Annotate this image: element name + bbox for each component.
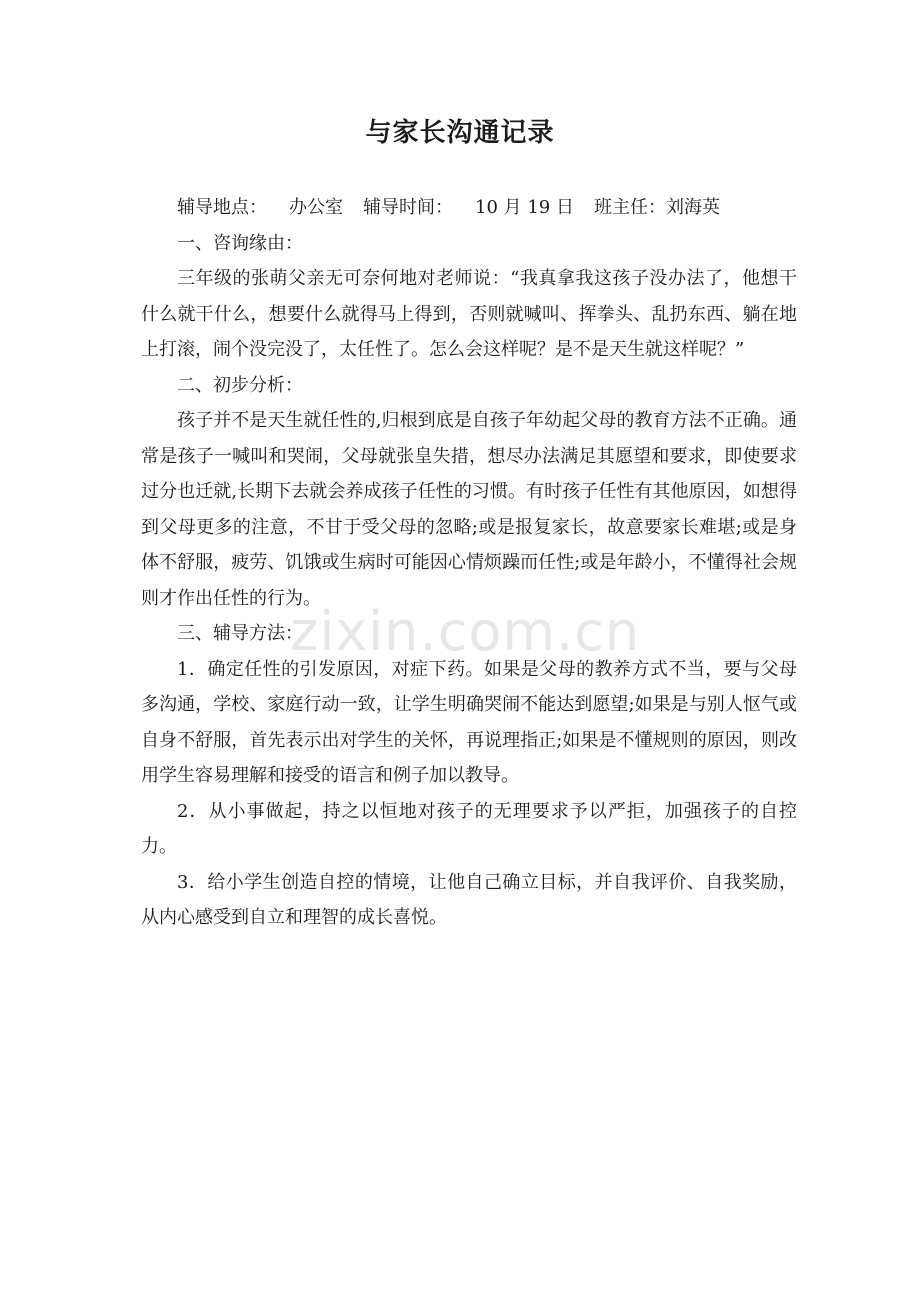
teacher-label: 班主任：: [593, 197, 666, 218]
reason-paragraph: 三年级的张萌父亲无可奈何地对老师说：“我真拿我这孩子没办法了，他想干什么就干什么，想要什么就得马上得到，否则就喊叫、挥拳头、乱扔东西、躺在地上打滚，闹个没完没了，太任性了。怎么会这样呢？是不是天生就这样呢？”: [141, 268, 797, 360]
time-label: 辅导时间：: [363, 197, 453, 218]
method-item-2: 2．从小事做起，持之以恒地对孩子的无理要求予以严拒，加强孩子的自控力。: [141, 800, 797, 857]
watermark: zixin.com.cn: [290, 600, 641, 663]
method-item-3: 3．给小学生创造自控的情境，让他自己确立目标，并自我评价、自我奖励，从内心感受到自立和理智的成长喜悦。: [141, 871, 797, 928]
teacher-value: 刘海英: [665, 197, 720, 218]
place-label: 辅导地点：: [177, 197, 267, 218]
document-body: [141, 190, 797, 936]
analysis-paragraph: 孩子并不是天生就任性的,归根到底是自孩子年幼起父母的教育方法不正确。通常是孩子一喊叫和哭闹，父母就张皇失措，想尽办法满足其愿望和要求，即使要求过分也迁就,长期下去就会养成孩子任性的习惯。有时孩子任性有其他原因，如想得到父母更多的注意，不甘于受父母的忽略;或是报复家长，故意要家长难堪;或是身体不舒服，疲劳、饥饿或生病时可能因心情烦躁而任性;或是年龄小，不懂得社会规则才作出任性的行为。: [141, 410, 797, 609]
method-item-1: 1．确定任性的引发原因，对症下药。如果是父母的教养方式不当，要与父母多沟通，学校、家庭行动一致，让学生明确哭闹不能达到愿望;如果是与别人怄气或自身不舒服，首先表示出对学生的关怀，再说理指正;如果是不懂规则的原因，则改用学生容易理解和接受的语言和例子加以教导。: [141, 658, 797, 786]
section-heading-analysis: 二、初步分析：: [177, 374, 303, 396]
section-heading-reason: 一、咨询缘由：: [177, 232, 303, 254]
session-info-line: [141, 190, 797, 226]
document-title: 与家长沟通记录: [365, 118, 555, 148]
time-value: 10 月 19 日: [475, 197, 574, 218]
section-heading-method: 三、辅导方法：: [177, 623, 303, 644]
place-value: 办公室: [289, 197, 343, 218]
